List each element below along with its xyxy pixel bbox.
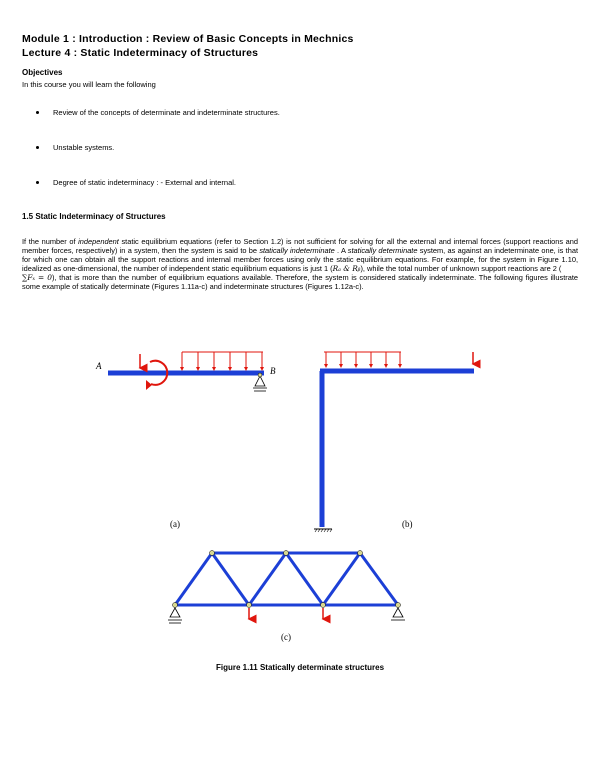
section-heading: 1.5 Static Indeterminacy of Structures	[22, 212, 166, 221]
figure-c-truss	[175, 553, 398, 605]
equation-ra-rb: Rₐ & Rᵦ	[332, 264, 361, 273]
equation-sum-fx: ∑Fₓ = 0	[22, 273, 52, 282]
module-title: Module 1 : Introduction : Review of Basic Concepts in Mechnics	[22, 33, 354, 45]
bullet-icon	[36, 181, 39, 184]
objectives-intro: In this course you will learn the following	[22, 80, 156, 89]
pin-support-icon	[253, 376, 267, 391]
figure-label-b: (b)	[402, 519, 413, 529]
node-label-a: A	[96, 361, 102, 371]
figure-1-11	[0, 345, 600, 655]
node-label-b: B	[270, 366, 276, 376]
lecture-title: Lecture 4 : Static Indeterminacy of Structures	[22, 47, 259, 59]
list-item: Degree of static indeterminacy : - External and internal.	[36, 178, 236, 187]
bullet-icon	[36, 111, 39, 114]
pin-support-icon	[391, 608, 405, 620]
figure-b-frame	[314, 352, 474, 532]
list-item: Review of the concepts of determinate and indeterminate structures.	[36, 108, 280, 117]
roller-support-icon	[168, 608, 182, 623]
objectives-heading: Objectives	[22, 68, 63, 77]
section-paragraph: If the number of independent static equilibrium equations (refer to Section 1.2) is not sufficient for solving for all the external and internal forces (support reactions and member forces, respectively) in a system, then the system is said to be statically indeterminate . A statically determinate system, as against an indeterminate one, is that for which one can obtain all the support reactions and internal member forces using only the static equilibrium equations. For example, for the system in Figure 1.10, idealized as one-dimensional, the number of independent static equilibrium equations is just 1 (Rₐ & Rᵦ), while the total number of unknown support reactions are 2 ( ∑Fₓ = 0), that is more than the number of equilibrium equations available. Therefore, the system is considered statically indeterminate. The following figures illustrate some example of statically determinate (Figures 1.11a-c) and indeterminate structures (Figures 1.12a-c).	[22, 237, 579, 291]
bullet-icon	[36, 146, 39, 149]
udl-load	[182, 352, 263, 369]
list-item: Unstable systems.	[36, 143, 114, 152]
figure-a-beam	[95, 352, 276, 529]
udl-load	[324, 352, 401, 366]
figure-label-a: (a)	[170, 519, 180, 529]
figure-caption: Figure 1.11 Statically determinate structures	[215, 663, 385, 672]
hinge-node	[258, 373, 262, 377]
figure-label-c: (c)	[281, 632, 291, 642]
